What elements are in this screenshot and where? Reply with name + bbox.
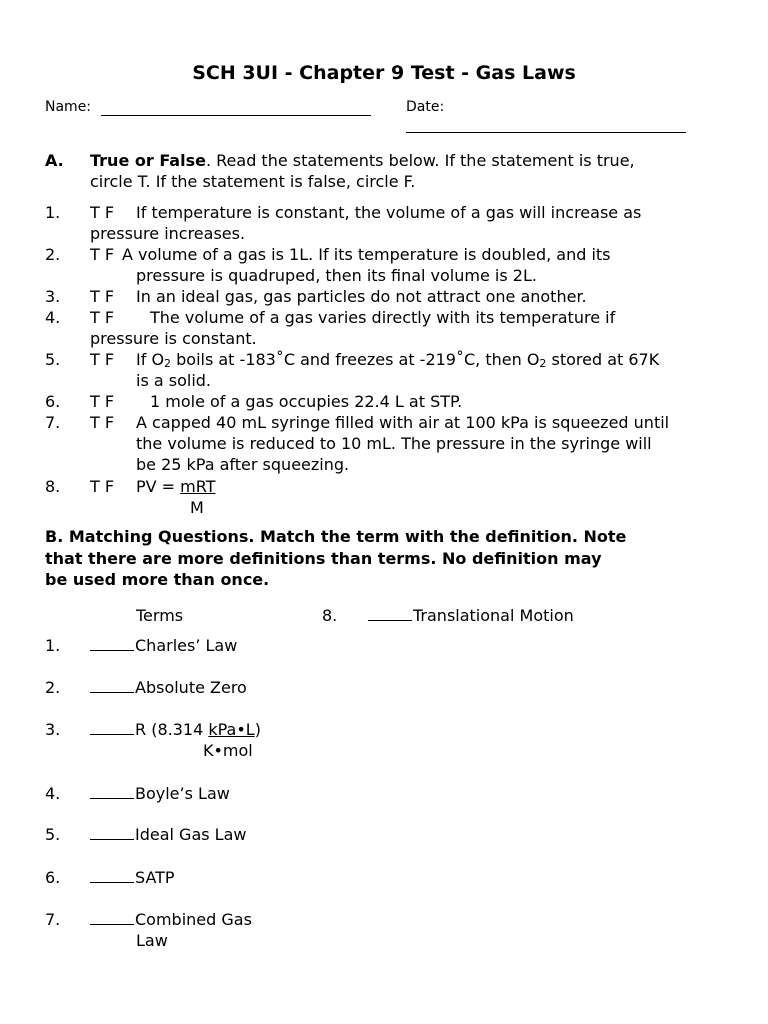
q2-statement-cont: pressure is quadruped, then its final volume is 2L. (136, 266, 537, 285)
r-units-denominator: K•mol (203, 741, 253, 760)
q5-statement: If $O_2$ boils at -183˚C and freezes at -219˚C, then $O_2$ stored at 67K (136, 350, 660, 370)
term-item (368, 605, 574, 626)
term-label: R (8.314 (135, 720, 209, 739)
section-a-instructions (90, 150, 635, 171)
term-label-cont: Law (136, 931, 168, 950)
date-label: Date: (406, 99, 445, 115)
answer-blank[interactable] (90, 910, 134, 925)
q6-number: 6. (45, 392, 61, 411)
term-item: R (8.314 kPa•L) (90, 719, 261, 740)
q8-formula: PV = mRT (136, 477, 216, 496)
term-label: Ideal Gas Law (135, 825, 247, 844)
q2-statement: A volume of a gas is 1L. If its temperature is doubled, and its (122, 245, 611, 264)
q8-true-false[interactable]: T F (90, 477, 115, 496)
q5-true-false[interactable]: T F (90, 350, 115, 369)
q4-statement-cont: pressure is constant. (90, 329, 257, 348)
section-a-letter: A. (45, 151, 64, 170)
answer-blank[interactable] (90, 784, 134, 799)
term-number: 4. (45, 784, 61, 803)
term-number: 6. (45, 868, 61, 887)
section-a-instr-2: circle T. If the statement is false, circle F. (90, 172, 416, 191)
section-b-line-3: be used more than once. (45, 570, 270, 589)
q7-number: 7. (45, 413, 61, 432)
term-label: Charles’ Law (135, 636, 238, 655)
term-item (90, 635, 237, 656)
q3-number: 3. (45, 287, 61, 306)
term-number: 1. (45, 636, 61, 655)
term-item (90, 867, 175, 888)
page-title: SCH 3UI - Chapter 9 Test - Gas Laws (192, 62, 576, 84)
q7-statement-cont1: the volume is reduced to 10 mL. The pressure in the syringe will (136, 434, 652, 453)
q8-number: 8. (45, 477, 61, 496)
term-label: SATP (135, 868, 175, 887)
term-item (90, 677, 247, 698)
q3-statement: In an ideal gas, gas particles do not attract one another. (136, 287, 587, 306)
answer-blank[interactable] (90, 678, 134, 693)
q6-true-false[interactable]: T F (90, 392, 115, 411)
term-label: Absolute Zero (135, 678, 247, 697)
date-field-line[interactable] (406, 132, 686, 133)
q5-number: 5. (45, 350, 61, 369)
q7-statement: A capped 40 mL syringe filled with air at 100 kPa is squeezed until (136, 413, 670, 432)
q6-statement: 1 mole of a gas occupies 22.4 L at STP. (150, 392, 463, 411)
term-number: 5. (45, 825, 61, 844)
r-units-numerator: kPa•L (208, 720, 255, 739)
q4-statement: The volume of a gas varies directly with its temperature if (150, 308, 616, 327)
answer-blank[interactable] (90, 868, 134, 883)
answer-blank[interactable] (90, 636, 134, 651)
q2-true-false[interactable]: T F (90, 245, 115, 264)
q5-statement-cont: is a solid. (136, 371, 212, 390)
term-number: 8. (322, 606, 338, 625)
answer-blank[interactable] (90, 825, 134, 840)
term-number: 2. (45, 678, 61, 697)
section-b-line-2: that there are more definitions than terms. No definition may (45, 549, 602, 568)
answer-blank[interactable] (368, 606, 412, 621)
q4-true-false[interactable]: T F (90, 308, 115, 327)
q7-statement-cont2: be 25 kPa after squeezing. (136, 455, 350, 474)
term-label: Boyle’s Law (135, 784, 230, 803)
q1-number: 1. (45, 203, 61, 222)
q1-true-false[interactable]: T F (90, 203, 115, 222)
term-label: Translational Motion (413, 606, 574, 625)
section-a-heading: True or False (90, 151, 206, 170)
q1-statement-cont: pressure increases. (90, 224, 246, 243)
terms-header: Terms (136, 606, 184, 625)
term-item (90, 783, 230, 804)
section-a-instr-1: . Read the statements below. If the statement is true, (205, 151, 635, 170)
q8-numerator: mRT (180, 477, 216, 496)
section-b-line-1: B. Matching Questions. Match the term with the definition. Note (45, 527, 627, 546)
term-number: 3. (45, 720, 61, 739)
name-field-line[interactable] (101, 115, 371, 116)
q3-true-false[interactable]: T F (90, 287, 115, 306)
q7-true-false[interactable]: T F (90, 413, 115, 432)
term-label: Combined Gas (135, 910, 252, 929)
answer-blank[interactable] (90, 720, 134, 735)
name-label: Name: (45, 99, 92, 115)
q2-number: 2. (45, 245, 61, 264)
q4-number: 4. (45, 308, 61, 327)
q1-statement: If temperature is constant, the volume of a gas will increase as (136, 203, 642, 222)
term-item (90, 909, 252, 930)
term-item (90, 824, 246, 845)
term-number: 7. (45, 910, 61, 929)
q8-denominator: M (190, 498, 204, 517)
